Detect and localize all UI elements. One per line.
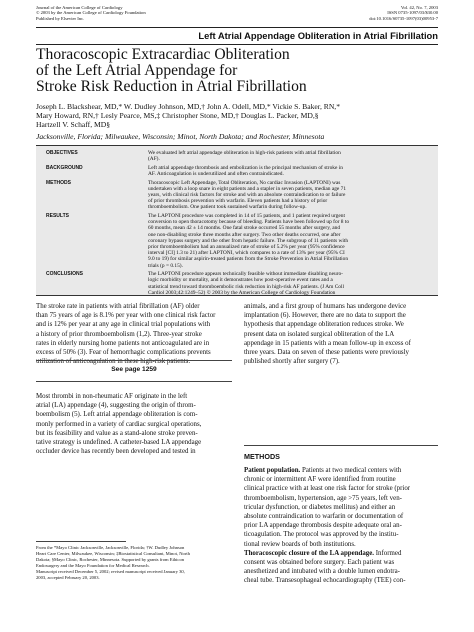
text-line: excess of 50% (3). Fear of hemorrhagic complications prevents <box>36 349 211 357</box>
line-text: prior LA appendage thrombosis despite adequate oral an- <box>244 522 402 530</box>
abstract-line: Left atrial appendage thrombosis and embolization is the principal mechanism of stroke in <box>148 164 343 171</box>
abstract-line: interval [CI] 1.3 to 21) after LAPTONI, which compares to a rate of 13% per year (95% CI <box>148 250 345 257</box>
abstract-line: one non-disabling stroke three months after surgery. Two other deaths occurred, one after <box>148 231 341 238</box>
line-text: thromboembolism, hypertension, age >75 years, left ven- <box>244 494 402 502</box>
abstract-line: Cardiol 2003;42:1249–52) © 2003 by the American College of Cardiology Foundation <box>148 289 336 296</box>
text-line <box>244 512 438 521</box>
abstract-label: OBJECTIVES <box>46 150 78 156</box>
author-line: Mary Howard, RN,† Lesly Pearce, MS,‡ Christopher Stone, MD,† Douglas L. Packer, MD,§ <box>36 111 319 121</box>
abstract-line: logic morbidity or mortality, and it demonstrates how post-operative event rates and a <box>148 277 333 284</box>
line-text: ticoagulation. The protocol was approved by the institu- <box>244 531 399 539</box>
text-line <box>244 540 438 549</box>
text-line: atrial (LA) appendage (4), suggesting the origin of throm- <box>36 402 196 410</box>
right-column-intro <box>244 302 438 366</box>
journal-name: Journal of the American College of Cardiology <box>36 5 123 10</box>
title-line: of the Left Atrial Appendage for <box>36 62 238 79</box>
abstract-label: METHODS <box>46 179 71 186</box>
left-column-body <box>36 392 232 456</box>
line-text: clinical practice with at least one risk factor for stroke (prior <box>244 485 411 493</box>
run-in-heading: Patient population. <box>244 467 301 474</box>
title-line: Thoracoscopic Extracardiac Obliteration <box>36 46 290 63</box>
footnote-line: Manuscript received December 5, 2002; revised manuscript received January 30, <box>36 569 185 575</box>
line-text: Informed <box>374 549 402 557</box>
footnote-rule <box>36 541 126 542</box>
text-line: a history of prior thromboembolism (1,2). Three-year stroke <box>36 330 202 338</box>
line-text: chronic or intermittent AF were identified from routine <box>244 476 396 484</box>
text-line: utilization of anticoagulation in these high-risk patients. <box>36 358 191 366</box>
text-line: published shortly after surgery (7). <box>244 358 340 366</box>
text-line: The stroke rate in patients with atrial fibrillation (AF) older <box>36 303 200 310</box>
text-line: occluder device has recently been developed and tested in <box>36 448 196 456</box>
text-line: but its feasibility and value as a stand-alone stroke preven- <box>36 429 198 437</box>
abstract-line: 9.0 to 19) for similar aspirin-treated patients from the Stroke Prevention in Atrial Fibrillation <box>148 256 349 263</box>
text-line: three years. Data on seven of these patients were previously <box>244 349 409 357</box>
text-line <box>244 484 438 493</box>
line-text: consent was obtained before surgery. Each patient was <box>244 559 395 567</box>
journal-issn: ISSN 0735-1097/03/$30.00 <box>387 10 438 16</box>
abstract-line: Thoracoscopic Left Appendage, Total Obliteration, No cardiac Invasion (LAPTONI) was <box>148 179 341 186</box>
footnote-line: Heart Care Center, Milwaukee, Wisconsin; ‡Biostatistical Consultant, Minot, North <box>36 551 190 557</box>
abstract-line: We evaluated left atrial appendage obliteration in high-risk patients with atrial fibrillation <box>148 150 341 156</box>
text-line: hypothesis that appendage obliteration reduces stroke. We <box>244 321 404 329</box>
right-column-methods <box>244 466 438 586</box>
text-line: monly performed in a variety of cardiac surgical operations, <box>36 420 202 428</box>
footnote-line: 2003, accepted February 20, 2003. <box>36 575 100 581</box>
text-line <box>244 475 438 484</box>
journal-volume: Vol. 42, No. 7, 2003 <box>400 5 438 10</box>
abstract-line: statistical trend toward thromboembolic risk reduction in high-risk AF patients. (J Am Coll <box>148 283 344 290</box>
abstract-text <box>148 271 474 296</box>
article-title <box>36 47 436 95</box>
footnote-line: Dakota; §Mayo Clinic, Rochester, Minnesota. Supported by grants from Ethicon <box>36 557 185 563</box>
abstract-line: conversion to open thoracotomy because of bleeding. Patients have been followed up for 8 to <box>148 219 350 226</box>
footnote <box>36 545 232 582</box>
methods-heading: METHODS <box>244 452 280 461</box>
abstract-line: undertaken with a loop snare in eight patients and a stapler in seven patients, median age 71 <box>148 185 347 192</box>
section-rule <box>36 44 438 45</box>
journal-publisher: Published by Elsevier Inc. <box>36 15 85 21</box>
abstract-text <box>148 150 474 162</box>
abstract-line: AF. Anticoagulation is underutilized and often contraindicated. <box>148 171 284 177</box>
journal-header-right <box>369 5 438 21</box>
text-line: than 75 years of age is 8.1% per year with one clinical risk factor <box>36 312 216 320</box>
footnote-line: From the *Mayo Clinic Jacksonville, Jacksonville, Florida; †W. Dudley Johnson <box>36 545 185 550</box>
section-title: Left Atrial Appendage Obliteration in Atrial Fibrillation <box>198 30 438 41</box>
left-column-intro <box>36 302 232 366</box>
text-line <box>244 549 438 558</box>
text-line: boembolism (5). Left atrial appendage obliteration is com- <box>36 411 198 419</box>
text-line <box>244 567 438 576</box>
author-line: Hartzell V. Schaff, MD§ <box>36 120 111 130</box>
line-text: anesthetized and intubated with a double lumen endotra- <box>244 568 400 576</box>
run-in-heading: Thoracoscopic closure of the LA appendage. <box>244 549 375 557</box>
see-page-box <box>36 360 232 382</box>
journal-doi: doi:10.1016/S0735-1097(03)00953-7 <box>369 15 438 21</box>
author-list <box>36 102 441 129</box>
see-page-link[interactable]: See page 1259 <box>111 366 157 373</box>
line-text: cheal tube. Transesophageal echocardiography (TEE) con- <box>244 577 406 585</box>
text-line <box>244 466 438 475</box>
author-line: Joseph L. Blackshear, MD,* W. Dudley Johnson, MD,† John A. Odell, MD,* Vickie S. Baker, RN,* <box>36 102 341 111</box>
abstract-line: years, with clinical risk factors for stroke and with an absolute contraindication to or failure <box>148 192 346 198</box>
text-line: implantation (6). However, there are no data to support the <box>244 312 406 320</box>
footnote-line: Endosurgery and the Mayo Foundation for Medical Research. <box>36 563 150 569</box>
abstract-top-rule <box>36 145 438 146</box>
text-line <box>244 521 438 530</box>
text-line: animals, and a first group of humans has undergone device <box>244 303 407 310</box>
abstract-line: 60 months, mean 42 ± 14 months. One fatal stroke occurred 55 months after surgery, and <box>148 225 341 232</box>
text-line: Most thrombi in non-rheumatic AF originate in the left <box>36 393 188 400</box>
abstract-label: BACKGROUND <box>46 164 83 171</box>
text-line: rates in elderly nursing home patients not anticoagulated are in <box>36 339 210 347</box>
affiliations: Jacksonville, Florida; Milwaukee, Wisconsin; Minot, North Dakota; and Rochester, Minnesota <box>36 132 325 141</box>
line-text: tricular dysfunction, or diabetes mellitus) and either an <box>244 503 396 511</box>
text-line <box>244 503 438 512</box>
text-line <box>244 558 438 567</box>
title-line: Stroke Risk Reduction in Atrial Fibrillation <box>36 78 307 95</box>
line-text: Patients at two medical centers with <box>300 467 402 474</box>
line-text: absolute contraindication to warfarin or documentation of <box>244 513 404 521</box>
abstract-text <box>148 165 474 177</box>
text-line <box>244 494 438 503</box>
abstract-text <box>148 180 474 211</box>
abstract-label: RESULTS <box>46 213 69 219</box>
text-line <box>244 530 438 539</box>
journal-header-left <box>36 5 146 21</box>
abstract-line: trials (p = 0.15). <box>148 262 183 269</box>
text-line <box>244 576 438 585</box>
abstract-line: The LAPTONI procedure was completed in 14 of 15 patients, and 1 patient required urgent <box>148 213 345 219</box>
text-line: and is 12% per year at any age in clinical trial populations with <box>36 321 211 329</box>
methods-rule <box>244 445 438 446</box>
abstract-line: of prior thrombosis prevention with warfarin. Eleven patients had a history of prior <box>148 198 328 205</box>
text-line: appendage in 15 patients with a mean follow-up in excess of <box>244 339 411 347</box>
abstract-line: The LAPTONI procedure appears technically feasible without immediate disabling neuro- <box>148 271 343 278</box>
header-rule <box>36 27 438 28</box>
abstract-line: thromboembolism. One patient took sustained warfarin during follow-up. <box>148 204 307 211</box>
text-line: tative strategy is undefined. A catheter-based LA appendage <box>36 439 202 447</box>
abstract-line: coronary bypass surgery and the other from hepatic failure. The subgroup of 11 patients with <box>148 237 349 244</box>
abstract-line: prior thromboembolism had an annualized rate of stroke of 5.2% per year (95% confidence <box>148 244 345 251</box>
line-text: tional review boards of both institutions. <box>244 540 356 548</box>
journal-copyright: © 2003 by the American College of Cardiology Foundation <box>36 10 146 16</box>
abstract-label: CONCLUSIONS <box>46 271 83 278</box>
text-line: present data on isolated surgical obliteration of the LA <box>244 330 395 338</box>
abstract-line: (AF). <box>148 156 160 163</box>
abstract-text <box>148 213 474 269</box>
